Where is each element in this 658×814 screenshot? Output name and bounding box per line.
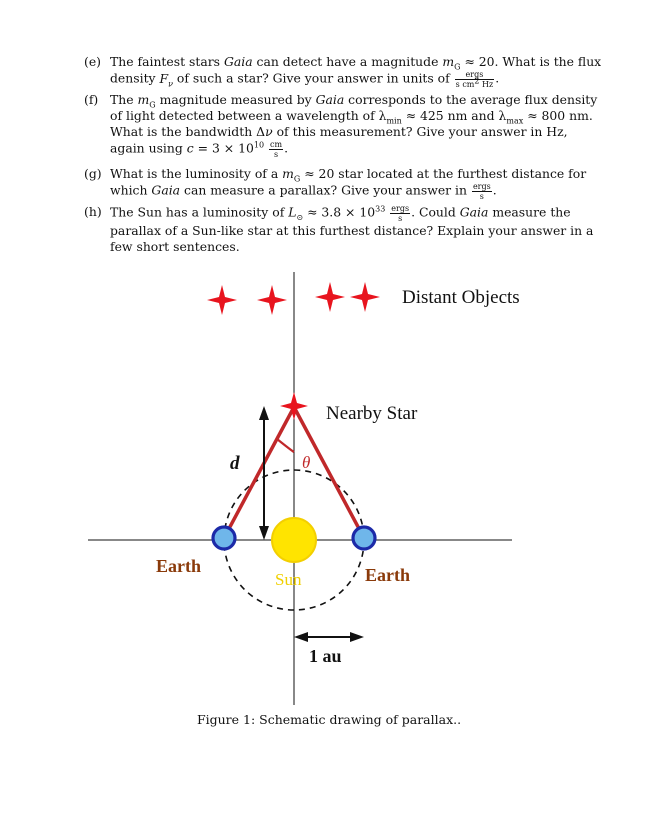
sun-label: Sun [275, 570, 302, 589]
figure-caption: Figure 1: Schematic drawing of parallax.. [196, 712, 462, 727]
question-text: The faintest stars Gaia can detect have a magnitude $m_G \approx 20$. What is the flux density $F_\nu$ of such a star? Give your answer in units of $\frac{\text{ergs}}{s cm^2 Hz}$ . [110, 54, 602, 89]
au-arrow-left-icon [294, 632, 308, 642]
sight-line-right [294, 407, 364, 538]
question-label: (h) [84, 204, 102, 219]
distant-star-icon [350, 282, 380, 312]
distance-arrow-up-icon [259, 406, 269, 420]
distance-label: d [230, 453, 240, 474]
distant-objects-label: Distant Objects [402, 287, 520, 308]
sun-icon [272, 518, 316, 562]
question-text: The Sun has a luminosity of $L_⊙ \approx 3.8 \times 10^{33}$ $\frac{\text{ergs}}{s}$ . Could Gaia measure the parallax of a Sun-like star at this furthest distance? Explain your answer in a few short sentences. [110, 204, 594, 254]
distance-arrow-down-icon [259, 526, 269, 540]
question-label: (e) [84, 54, 102, 69]
earth-right-icon [353, 527, 375, 549]
question-label: (f) [84, 92, 99, 107]
question-text: What is the luminosity of a $m_G \approx 20$ star located at the furthest distance for which Gaia can measure a parallax? Give your answer in $\frac{\text{ergs}}{s}$ . [110, 166, 587, 201]
angle-label: θ [302, 453, 311, 472]
earth-left-icon [213, 527, 235, 549]
au-arrow-right-icon [350, 632, 364, 642]
distant-star-icon [207, 285, 237, 315]
nearby-star-label: Nearby Star [326, 403, 418, 424]
au-label: 1 au [309, 646, 342, 666]
distant-star-icon [315, 282, 345, 312]
nearby-star-icon [280, 392, 308, 420]
earth-left-label: Earth [156, 556, 201, 576]
parallax-angle-arc [277, 439, 294, 452]
question-label: (g) [84, 166, 102, 181]
earth-right-label: Earth [365, 565, 410, 585]
distant-star-icon [257, 285, 287, 315]
question-text: The $m_G$ magnitude measured by Gaia corresponds to the average flux density of light detected between a wavelength of $\lambda_{min} \approx 425$ nm and $\lambda_{max} \approx 800$ nm. What is the bandwidth Δν of this measurement? Give your answer in Hz, again using $c = 3 \times 10^{10}$ $\frac{cm}{s}$ . [110, 92, 598, 159]
